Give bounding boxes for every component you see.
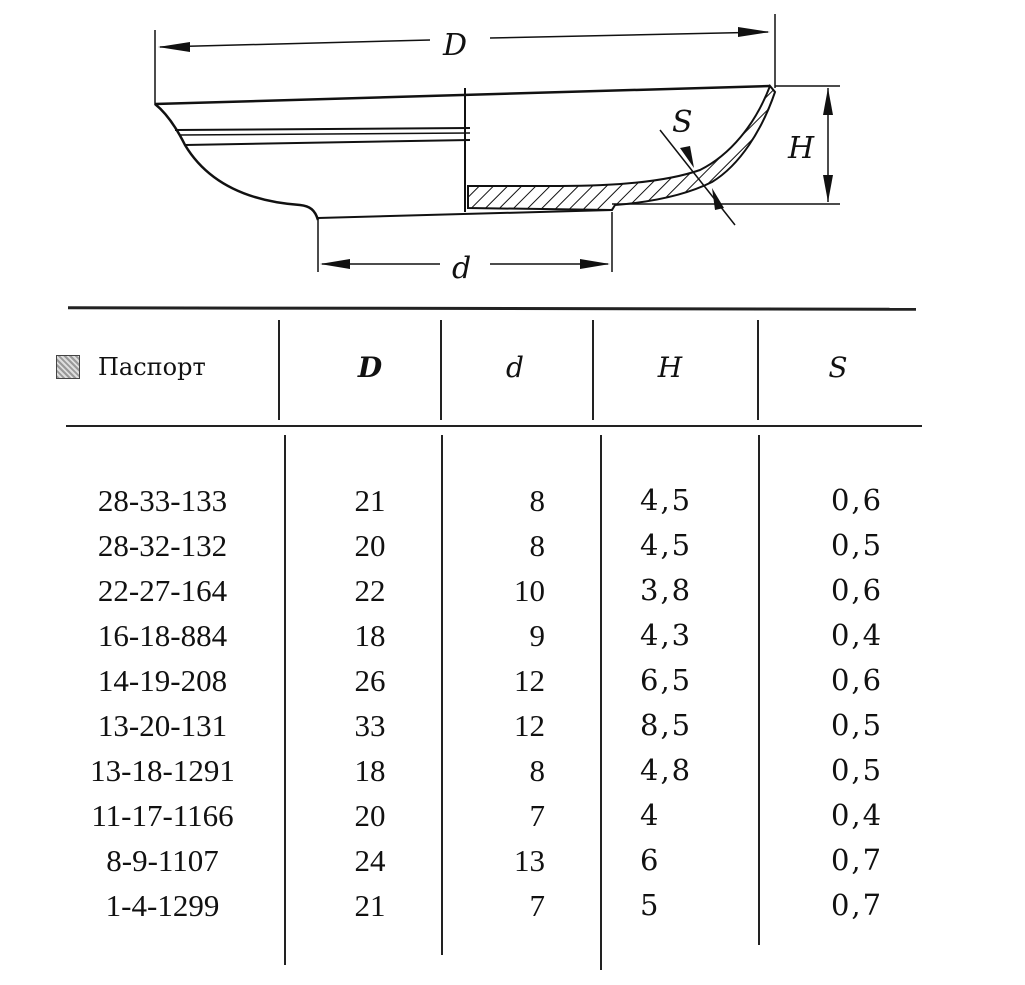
cell-d: 10 — [514, 573, 545, 608]
dimension-label-H: H — [788, 131, 815, 166]
cell-D: 21 — [354, 483, 386, 518]
arrow-top-H — [823, 88, 833, 115]
cell-D: 20 — [354, 528, 386, 563]
cell-H: 8,5 — [640, 708, 693, 742]
cell-D: 26 — [354, 663, 386, 698]
cell-d: 7 — [529, 888, 545, 923]
cell-H: 4,3 — [640, 618, 693, 652]
column-D — [330, 478, 410, 928]
cell-S: 0,7 — [830, 843, 884, 877]
document-icon — [56, 355, 80, 379]
cell-S: 0,5 — [830, 528, 884, 562]
dimension-label-d: d — [452, 251, 472, 286]
cell-passport: 13-18-1291 — [90, 753, 235, 788]
cell-S: 0,6 — [830, 663, 884, 697]
cell-H: 4,5 — [640, 483, 693, 517]
column-d — [470, 478, 545, 928]
cell-H: 6,5 — [640, 663, 693, 697]
arrow-right-D — [738, 27, 770, 37]
cell-S: 0,4 — [830, 618, 884, 652]
cell-S: 0,5 — [830, 708, 884, 742]
cell-d: 9 — [529, 618, 545, 653]
column-divider-4 — [757, 320, 759, 420]
outer-wall-left — [155, 104, 318, 220]
cell-d: 8 — [529, 483, 545, 518]
cell-S: 0,6 — [830, 573, 884, 607]
cell-passport: 11-17-1166 — [91, 798, 234, 833]
header-S: S — [828, 350, 848, 384]
column-divider-body-1 — [284, 435, 286, 965]
column-divider-body-3 — [600, 435, 602, 970]
table-header-rule — [66, 425, 922, 427]
cell-D: 21 — [354, 888, 386, 923]
cell-H: 3,8 — [640, 573, 693, 607]
column-divider-2 — [440, 320, 442, 420]
header-passport-label: Паспорт — [98, 353, 206, 381]
column-divider-3 — [592, 320, 594, 420]
cell-H: 4 — [640, 798, 661, 832]
arrow-left-D — [158, 42, 190, 52]
cell-d: 8 — [529, 528, 545, 563]
arrow-left-d — [320, 259, 350, 269]
cell-d: 12 — [514, 663, 545, 698]
header-H: H — [657, 350, 683, 384]
cell-passport: 13-20-131 — [97, 708, 228, 743]
cell-S: 0,4 — [830, 798, 884, 832]
cell-H: 4,8 — [640, 753, 693, 787]
cell-D: 18 — [354, 753, 386, 788]
cell-D: 22 — [354, 573, 386, 608]
table-top-rule — [68, 306, 916, 310]
cell-d: 12 — [514, 708, 545, 743]
cell-d: 13 — [514, 843, 545, 878]
cell-D: 20 — [354, 798, 386, 833]
cell-H: 4,5 — [640, 528, 693, 562]
cell-passport: 22-27-164 — [97, 573, 228, 608]
cell-D: 24 — [354, 843, 386, 878]
dimension-label-S: S — [672, 105, 693, 140]
cell-D: 33 — [354, 708, 386, 743]
cell-d: 8 — [529, 753, 545, 788]
column-H — [640, 478, 730, 928]
dimension-label-D: D — [443, 28, 468, 63]
header-d: d — [506, 350, 524, 384]
column-divider-1 — [278, 320, 280, 420]
arrow-bottom-H — [823, 175, 833, 202]
header-D: D — [357, 350, 383, 384]
cell-passport: 28-33-133 — [97, 483, 228, 518]
rim-top-line — [155, 86, 770, 104]
column-divider-body-2 — [441, 435, 443, 955]
dish-profile-drawing — [0, 0, 1025, 300]
header-passport — [56, 345, 271, 389]
column-divider-body-4 — [758, 435, 760, 945]
cell-passport: 16-18-884 — [97, 618, 228, 653]
column-passport — [60, 478, 265, 928]
cell-S: 0,7 — [830, 888, 884, 922]
cell-H: 6 — [640, 843, 661, 877]
arrow-right-d — [580, 259, 610, 269]
arrow-S-2 — [712, 188, 724, 210]
cell-passport: 28-32-132 — [97, 528, 228, 563]
cell-passport: 14-19-208 — [97, 663, 228, 698]
cell-passport: 1-4-1299 — [105, 888, 220, 923]
column-S — [812, 478, 902, 928]
cell-S: 0,6 — [830, 483, 884, 517]
cell-H: 5 — [640, 888, 661, 922]
cell-S: 0,5 — [830, 753, 884, 787]
section-hatch — [468, 86, 775, 210]
cell-d: 7 — [529, 798, 545, 833]
cell-passport: 8-9-1107 — [106, 843, 219, 878]
cell-D: 18 — [354, 618, 386, 653]
